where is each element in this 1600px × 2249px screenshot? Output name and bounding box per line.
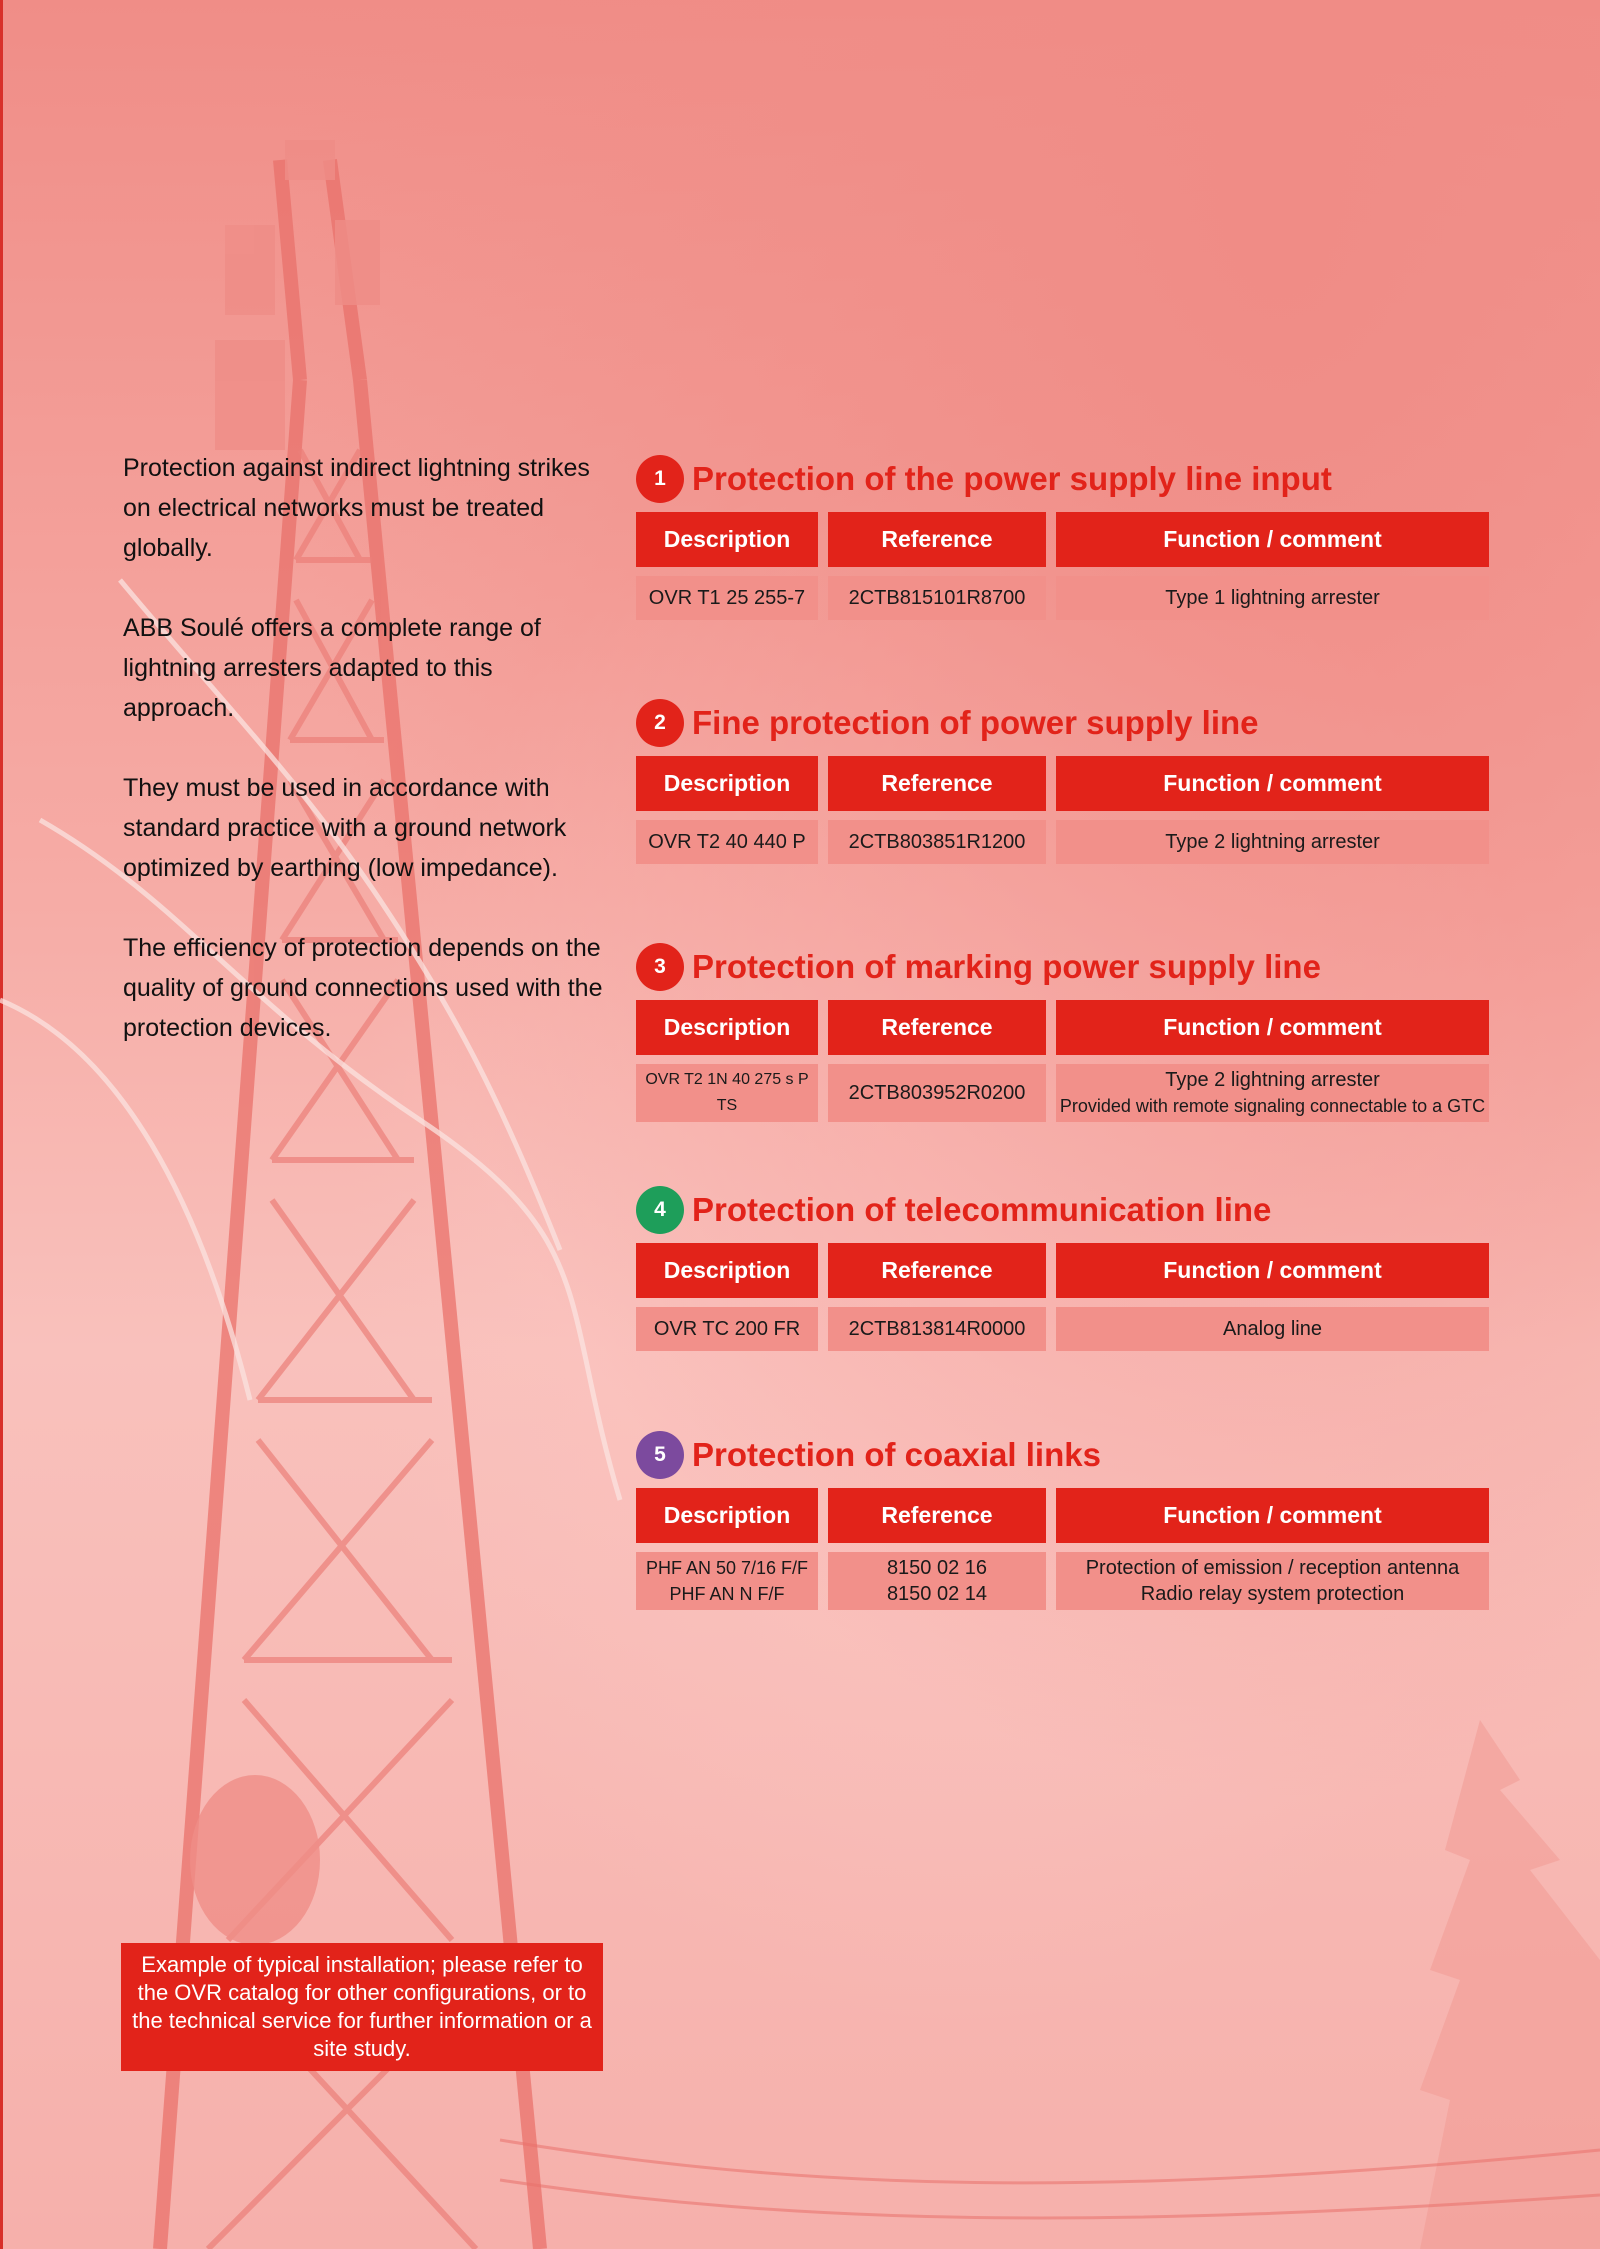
section-title (636, 696, 1491, 750)
section-number-badge: 2 (636, 699, 684, 747)
header-function: Function / comment (1056, 1000, 1489, 1055)
table-header-row (636, 756, 1489, 811)
cell-reference (828, 1552, 1046, 1610)
intro-paragraph: They must be used in accordance with standard practice with a ground network optimized by earthing (low impedance). (123, 774, 567, 882)
function-line: Radio relay system protection (1140, 1583, 1405, 1605)
cell-description: OVR T1 25 255-7 (636, 576, 818, 620)
header-description: Description (636, 512, 818, 567)
section-heading: Fine protection of power supply line (692, 704, 1259, 741)
section-marking-power-supply (636, 940, 1491, 1116)
intro-paragraph: The efficiency of protection depends on the quality of ground connections used with the protection devices. (123, 934, 603, 1042)
cell-description (636, 1552, 818, 1610)
section-title (636, 1183, 1491, 1237)
section-heading: Protection of marking power supply line (692, 948, 1321, 985)
table-header-row (636, 1488, 1489, 1543)
header-reference: Reference (828, 1000, 1046, 1055)
section-title (636, 452, 1491, 506)
installation-note (121, 1943, 603, 2071)
cell-function: Type 2 lightning arrester (1056, 820, 1489, 864)
function-line: Protection of emission / reception antenna (1085, 1557, 1460, 1579)
cell-function: Type 1 lightning arrester (1056, 576, 1489, 620)
cell-description: OVR T2 1N 40 275 s P TS (636, 1064, 818, 1122)
cell-function (1056, 1552, 1489, 1610)
description-line: PHF AN 50 7/16 F/F (645, 1558, 809, 1578)
cell-description: OVR TC 200 FR (636, 1307, 818, 1351)
intro-text (123, 448, 608, 1088)
description-line: PHF AN N F/F (669, 1584, 785, 1604)
header-function: Function / comment (1056, 1243, 1489, 1298)
header-description: Description (636, 1243, 818, 1298)
header-reference: Reference (828, 756, 1046, 811)
table-row (636, 1064, 1489, 1122)
header-function: Function / comment (1056, 756, 1489, 811)
installation-note-text: Example of typical installation; please refer to the OVR catalog for other configurations, or to the technical service for further information or a site study. (132, 1952, 592, 2061)
cell-function (1056, 1064, 1489, 1122)
table-row (636, 1552, 1489, 1610)
table-header-row (636, 1000, 1489, 1055)
header-reference: Reference (828, 1488, 1046, 1543)
intro-paragraph: ABB Soulé offers a complete range of lightning arresters adapted to this approach. (123, 614, 541, 722)
header-description: Description (636, 1000, 818, 1055)
table-row (636, 1307, 1489, 1351)
header-function: Function / comment (1056, 1488, 1489, 1543)
header-reference: Reference (828, 1243, 1046, 1298)
section-number-badge: 1 (636, 455, 684, 503)
header-reference: Reference (828, 512, 1046, 567)
header-description: Description (636, 1488, 818, 1543)
table-row (636, 820, 1489, 864)
cell-function: Analog line (1056, 1307, 1489, 1351)
table-header-row (636, 512, 1489, 567)
cell-reference: 2CTB803851R1200 (828, 820, 1046, 864)
cell-reference: 2CTB813814R0000 (828, 1307, 1046, 1351)
reference-line: 8150 02 16 (886, 1557, 988, 1579)
function-text: Type 2 lightning arrester (1165, 1069, 1380, 1091)
section-title (636, 1428, 1491, 1482)
header-function: Function / comment (1056, 512, 1489, 567)
section-number-badge: 5 (636, 1431, 684, 1479)
section-power-supply-input (636, 452, 1491, 609)
function-note: Provided with remote signaling connectable to a GTC (1059, 1096, 1486, 1116)
table-header-row (636, 1243, 1489, 1298)
cell-description: OVR T2 40 440 P (636, 820, 818, 864)
section-coaxial-links (636, 1428, 1491, 1605)
cell-reference: 2CTB803952R0200 (828, 1064, 1046, 1122)
section-title (636, 940, 1491, 994)
intro-paragraph: Protection against indirect lightning strikes on electrical networks must be treated globally. (123, 454, 590, 562)
section-number-badge: 4 (636, 1186, 684, 1234)
section-heading: Protection of the power supply line input (692, 460, 1332, 497)
section-heading: Protection of telecommunication line (692, 1191, 1272, 1228)
header-description: Description (636, 756, 818, 811)
cell-reference: 2CTB815101R8700 (828, 576, 1046, 620)
section-number-badge: 3 (636, 943, 684, 991)
section-fine-protection (636, 696, 1491, 853)
reference-line: 8150 02 14 (886, 1583, 988, 1605)
table-row (636, 576, 1489, 620)
section-telecommunication (636, 1183, 1491, 1340)
section-heading: Protection of coaxial links (692, 1436, 1101, 1473)
